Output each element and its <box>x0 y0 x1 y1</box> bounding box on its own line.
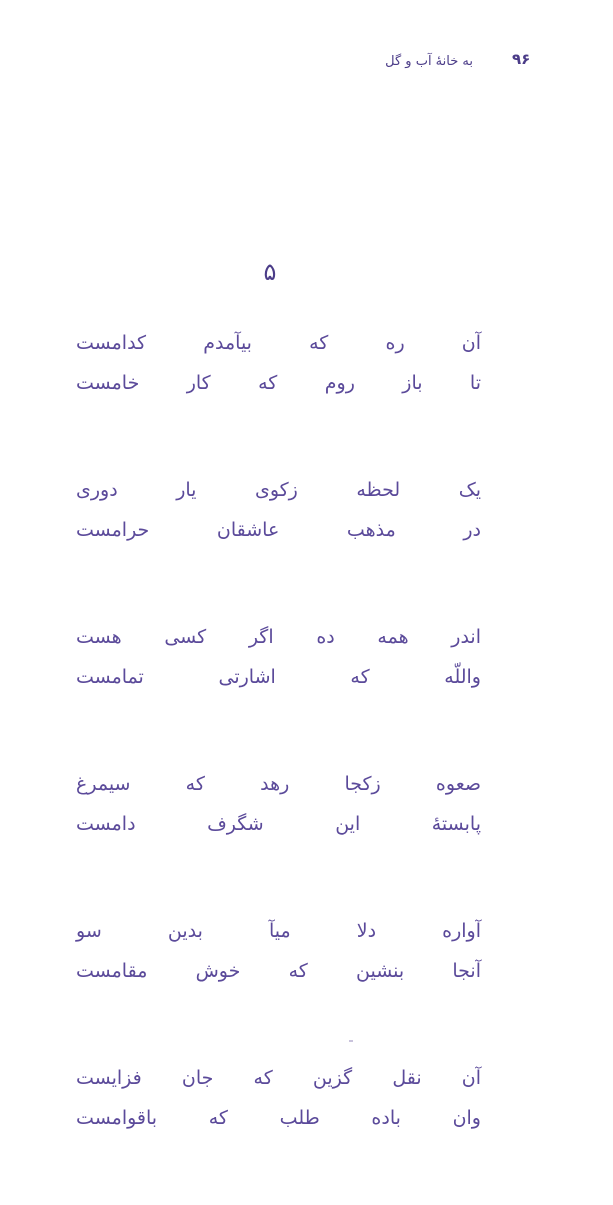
poem-number: ۵ <box>263 258 277 286</box>
hemistich-line <box>76 1098 481 1138</box>
poem-word: که <box>350 666 370 688</box>
poem-word: مقامست <box>76 960 148 982</box>
poem-word: باقوامست <box>76 1107 158 1129</box>
poem-word: که <box>258 372 278 394</box>
poem-word: یک <box>458 479 481 501</box>
poem-word: فزایست <box>76 1067 142 1089</box>
poem-word: زکوی <box>254 479 298 501</box>
poem-word: کدامست <box>76 332 147 354</box>
couplet <box>76 911 481 991</box>
poem-word: پابستهٔ <box>431 813 481 835</box>
poem-word: واللّه <box>444 666 481 688</box>
poem-word: سو <box>76 920 102 942</box>
poem-word: بیآمدم <box>203 332 252 354</box>
poem-word: نقل <box>392 1067 422 1089</box>
poem-word: سیمرغ <box>76 773 131 795</box>
poem-word: که <box>288 960 308 982</box>
poem-word: دوری <box>76 479 118 501</box>
hemistich-line <box>76 617 481 657</box>
hemistich-line <box>76 911 481 951</box>
poem-word: شگرف <box>207 813 264 835</box>
couplet <box>76 323 481 403</box>
poem-word: همه <box>377 626 409 648</box>
poem-word: هست <box>76 626 122 648</box>
poem-body <box>76 323 481 1205</box>
poem-word: روم <box>324 372 355 394</box>
poem-word: تا <box>469 372 481 394</box>
poem-word: دلا <box>356 920 377 942</box>
hemistich-line <box>76 804 481 844</box>
hemistich-line <box>76 764 481 804</box>
hemistich-line <box>76 1058 481 1098</box>
poem-word: در <box>463 519 481 541</box>
poem-word: لحظه <box>356 479 401 501</box>
poem-word: گزین <box>312 1067 353 1089</box>
poem-word: کسی <box>164 626 207 648</box>
poem-word: خامست <box>76 372 140 394</box>
poem-word: اندر <box>451 626 481 648</box>
poem-word: آنجا <box>452 960 481 982</box>
poem-word: باز <box>402 372 423 394</box>
poem-word: جان <box>181 1067 214 1089</box>
poem-word: که <box>253 1067 273 1089</box>
page-speck <box>349 1040 353 1042</box>
poem-word: کار <box>186 372 211 394</box>
poem-word: این <box>335 813 361 835</box>
poem-word: آن <box>461 332 481 354</box>
poem-word: باده <box>371 1107 401 1129</box>
poem-word: حرامست <box>76 519 150 541</box>
poem-word: عاشقان <box>216 519 280 541</box>
poem-word: که <box>208 1107 228 1129</box>
poem-word: اشارتی <box>218 666 276 688</box>
poem-word: بنشین <box>356 960 405 982</box>
poem-word: بدین <box>167 920 203 942</box>
poem-word: آواره <box>442 920 481 942</box>
poem-word: مذهب <box>346 519 396 541</box>
poem-word: میآ <box>268 920 291 942</box>
poem-word: ده <box>316 626 335 648</box>
poem-word: یار <box>176 479 197 501</box>
couplet <box>76 764 481 844</box>
poem-word: تمامست <box>76 666 144 688</box>
poem-word: اگر <box>248 626 274 648</box>
poem-word: وان <box>452 1107 481 1129</box>
poem-word: خوش <box>195 960 241 982</box>
couplet <box>76 617 481 697</box>
poem-word: طلب <box>279 1107 320 1129</box>
hemistich-line <box>76 323 481 363</box>
hemistich-line <box>76 470 481 510</box>
poem-word: دامست <box>76 813 136 835</box>
hemistich-line <box>76 951 481 991</box>
poem-word: زکجا <box>344 773 381 795</box>
running-head: به خانهٔ آب و گل <box>385 54 473 69</box>
couplet <box>76 470 481 550</box>
poem-word: ره <box>385 332 405 354</box>
couplet <box>76 1058 481 1138</box>
hemistich-line <box>76 657 481 697</box>
poem-word: آن <box>461 1067 481 1089</box>
page-number: ۹۶ <box>512 50 531 68</box>
hemistich-line <box>76 363 481 403</box>
poem-word: که <box>309 332 329 354</box>
poem-word: که <box>185 773 205 795</box>
poem-word: رهد <box>260 773 290 795</box>
hemistich-line <box>76 510 481 550</box>
poem-word: صعوه <box>435 773 481 795</box>
